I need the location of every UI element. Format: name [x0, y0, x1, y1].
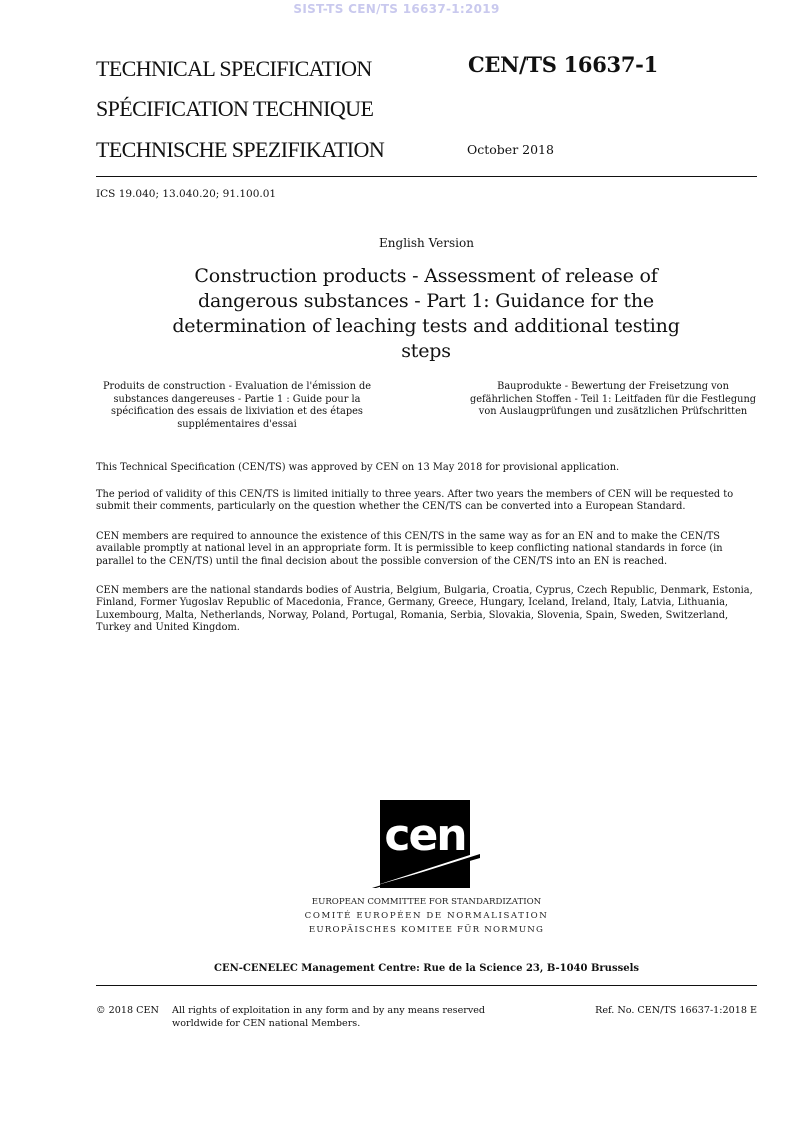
spec-type-de: TECHNISCHE SPEZIFIKATION [96, 137, 385, 162]
reference-number: Ref. No. CEN/TS 16637-1:2018 E [595, 1005, 757, 1016]
approval-paragraph: This Technical Specification (CEN/TS) was approved by CEN on 13 May 2018 for provisional application. [96, 462, 620, 473]
ics-codes: ICS 19.040; 13.040.20; 91.100.01 [96, 188, 277, 200]
document-code: CEN/TS 16637-1 [468, 52, 658, 77]
cen-logo-icon [372, 800, 482, 888]
copyright: © 2018 CEN [96, 1005, 159, 1016]
org-name-de: EUROPÄISCHES KOMITEE FÜR NORMUNG [308, 925, 545, 935]
management-centre-address: CEN-CENELEC Management Centre: Rue de la Science 23, B-1040 Brussels [213, 963, 639, 974]
members-obligation-paragraph: CEN members are required to announce the existence of this CEN/TS in the same way as for an EN and to make the CEN/TS available promptly at national level in an appropriate form. It is permissible to keep conflicting national standards in force (in parallel to the CEN/TS) until the final decision about the possible conversion of the CEN/TS into an EN is reached. [96, 531, 723, 567]
validity-paragraph: The period of validity of this CEN/TS is limited initially to three years. After two years the members of CEN will be requested to submit their comments, particularly on the question whether the CEN/TS can be converted into a European Standard. [96, 489, 734, 513]
title-french: Produits de construction - Evaluation de l'émission de substances dangereuses - Partie 1 : Guide pour la spécification des essais de lixiviation et des étapes supplémentaires d'essai [102, 381, 372, 430]
footer-divider [96, 985, 757, 986]
logo-text: cen [384, 810, 466, 861]
version-label: English Version [379, 236, 474, 250]
spec-type-fr: SPÉCIFICATION TECHNIQUE [96, 96, 374, 121]
rights-statement: All rights of exploitation in any form and by any means reserved worldwide for CEN national Members. [172, 1005, 486, 1029]
org-name-fr: COMITÉ EUROPÉEN DE NORMALISATION [304, 911, 549, 921]
title-german: Bauprodukte - Bewertung der Freisetzung von gefährlichen Stoffen - Teil 1: Leitfaden für die Festlegung von Auslaugprüfungen und zusätzlichen Prüfschritten [469, 381, 757, 418]
org-name-en: EUROPEAN COMMITTEE FOR STANDARDIZATION [311, 897, 542, 907]
members-list-paragraph: CEN members are the national standards bodies of Austria, Belgium, Bulgaria, Croatia, Cyprus, Czech Republic, Denmark, Estonia, Finland, Former Yugoslav Republic of Macedonia, France, Germany, Greece, Hungary, Iceland, Ireland, Italy, Latvia, Lithuania, Luxembourg, Malta, Netherlands, Norway, Poland, Portugal, Romania, Serbia, Slovakia, Slovenia, Spain, Sweden, Switzerland, Turkey and United Kingdom. [96, 585, 753, 633]
spec-type-en: TECHNICAL SPECIFICATION [96, 56, 372, 81]
document-date: October 2018 [467, 142, 554, 157]
watermark: SIST-TS CEN/TS 16637-1:2019 [293, 2, 500, 16]
document-title: Construction products - Assessment of release of dangerous substances - Part 1: Guidance for the determination of leaching tests and additional testing steps [172, 265, 680, 362]
header-divider [96, 176, 757, 177]
